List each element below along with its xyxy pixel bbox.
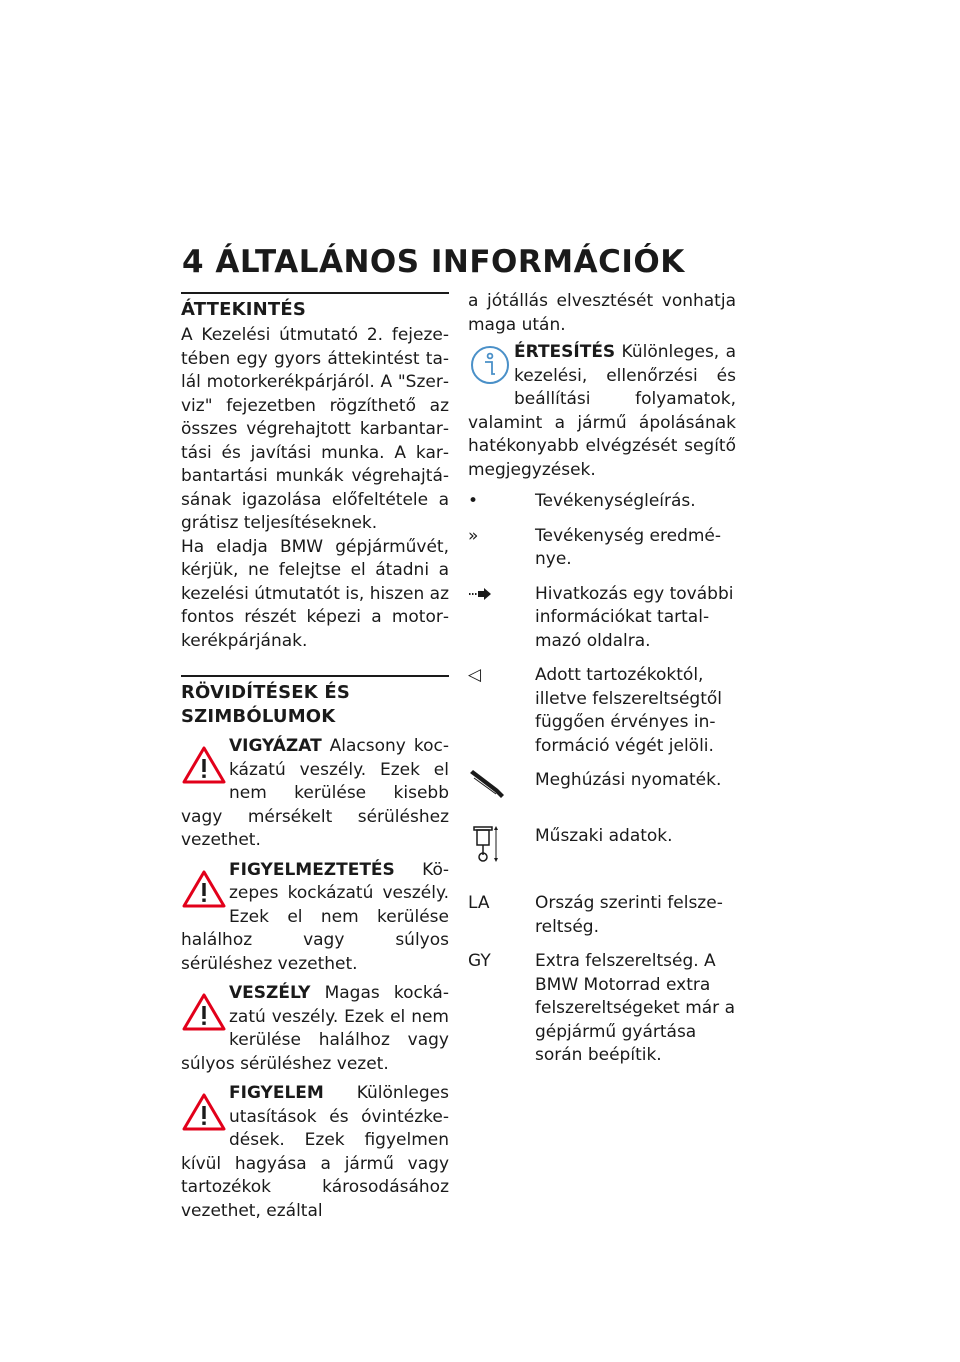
- warning-triangle-icon: [181, 992, 227, 1032]
- notice-info: [468, 341, 736, 482]
- notice-keyword: FIGYELMEZTETÉS: [229, 859, 395, 880]
- warning-triangle-icon: [181, 1092, 227, 1132]
- continuation-text: a jótállás elvesztését vonhatja maga után.: [468, 291, 736, 335]
- result-arrow-icon: »: [468, 525, 479, 546]
- symbol-description: Extra felszereltség. A BMW Motorrad extra felszereltségeket már a gépjármű gyártása során beépítik.: [535, 951, 735, 1065]
- notice-keyword: ÉRTESÍTÉS: [514, 342, 616, 362]
- notice-text: Magas kockázatú veszély. Ezek el nem kerülése halálhoz vagy súlyos sérüléshez vezet.: [181, 983, 449, 1074]
- abbrev-section: [181, 675, 449, 1223]
- symbol-description: Ország szerinti felszereltség.: [535, 893, 723, 937]
- symbol-description: Műszaki adatok.: [535, 825, 673, 846]
- list-item: [468, 490, 736, 514]
- notice-text: Különleges utasítások és óvintézkedések. Ezek figyelmen kívül hagyása a jármű vagy tartozékok károsodásához vezethet, ezáltal: [181, 1083, 449, 1221]
- symbol-list: [468, 490, 736, 1068]
- notice-warning: [181, 859, 449, 977]
- notice-keyword: FIGYELEM: [229, 1083, 324, 1103]
- section-divider: [181, 292, 449, 294]
- reference-arrow-icon: [468, 587, 492, 601]
- notice-keyword: VIGYÁZAT: [229, 736, 322, 756]
- list-item: [468, 583, 736, 654]
- notice-text: Különleges, a kezelési, ellenőrzési és beállítási folyamatok, valamint a jármű ápolásának hatékonyabb elvégzését segítő megjegyzések.: [468, 342, 736, 480]
- list-item: [468, 664, 736, 758]
- end-triangle-icon: ◁: [468, 665, 482, 685]
- warning-triangle-icon: [181, 869, 227, 909]
- section-divider: [181, 675, 449, 677]
- overview-paragraph-2: Ha eladja BMW gépjárművét, kérjük, ne felejtse el átadni a kezelési útmutatót is, hiszen az fontos részét képezi a motorkerékpárjának.: [181, 536, 449, 651]
- right-column: [468, 290, 736, 1079]
- page-title: 4 ÁLTALÁNOS INFORMÁCIÓK: [182, 244, 685, 280]
- symbol-description: Tevékenységleírás.: [535, 491, 696, 511]
- symbol-description: Tevékenység eredménye.: [535, 525, 722, 569]
- notice-text: Alacsony kockázatú veszély. Ezek el nem kerülése kisebb vagy mérsékelt sérüléshez vezethet.: [181, 736, 449, 850]
- list-item: [468, 825, 736, 873]
- bullet-icon: •: [468, 491, 479, 511]
- warning-triangle-icon: [181, 745, 227, 785]
- notice-attention: [181, 1082, 449, 1223]
- notice-keyword: VESZÉLY: [229, 983, 311, 1003]
- info-icon: [468, 343, 512, 389]
- symbol-description: Adott tartozékoktól, illetve felszereltségtől függően érvényes információ végét jelöli.: [535, 665, 722, 756]
- symbol-description: Hivatkozás egy további információkat tartalmazó oldalra.: [535, 583, 734, 651]
- abbrev-heading: RÖVIDÍTÉSEK ÉS SZIMBÓLUMOK: [181, 682, 351, 727]
- technical-data-icon: [468, 825, 500, 865]
- notice-caution: [181, 735, 449, 853]
- symbol-description: Meghúzási nyomaték.: [535, 770, 722, 790]
- country-equipment-abbrev: LA: [468, 893, 490, 913]
- list-item: [468, 525, 736, 572]
- notice-text: Közepes kockázatú veszély. Ezek el nem kerülése halálhoz vagy súlyos sérüléshez vezethet.: [181, 859, 449, 974]
- list-item: [468, 950, 736, 1068]
- list-item: [468, 769, 736, 807]
- overview-paragraph-1: A Kezelési útmutató 2. fejezetében egy gyors áttekintést talál motorkerékpárjáról. A "Szerviz" fejezetben rögzíthető az összes végrehajtott karbantartási és javítási munka. A karbantartási munkák végrehajtásának igazolása előfeltétele a grátisz teljesítéseknek.: [181, 325, 449, 533]
- extra-equipment-abbrev: GY: [468, 951, 491, 971]
- notice-danger: [181, 982, 449, 1076]
- torque-wrench-icon: [468, 769, 508, 799]
- left-column: [181, 292, 449, 1223]
- overview-heading: ÁTTEKINTÉS: [181, 299, 307, 320]
- list-item: [468, 892, 736, 939]
